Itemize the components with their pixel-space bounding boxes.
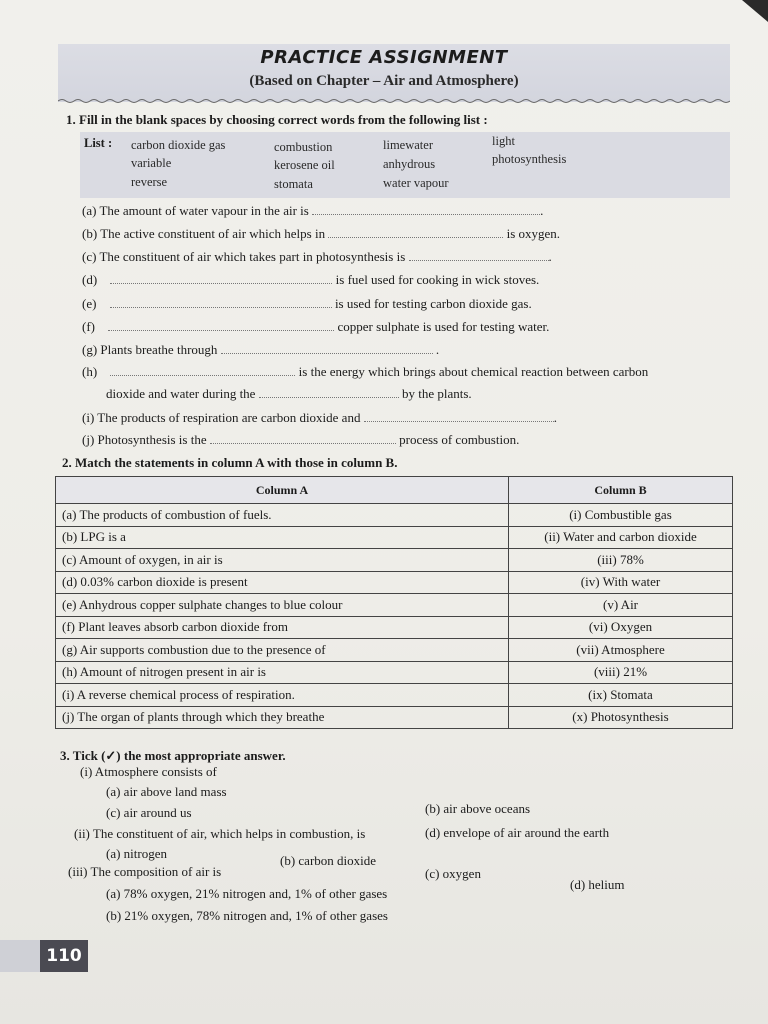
fill-item: (d) is fuel used for cooking in wick stoves.: [82, 272, 540, 287]
column-a-cell: (b) LPG is a: [56, 526, 509, 549]
blank[interactable]: [409, 250, 549, 261]
column-b-cell: (vi) Oxygen: [509, 616, 733, 639]
question-text: (i) Atmosphere consists of: [80, 764, 217, 779]
list-word: light: [492, 134, 515, 148]
table-row: [56, 526, 733, 549]
table-row: [56, 639, 733, 662]
column-a-cell: (i) A reverse chemical process of respiration.: [56, 684, 509, 707]
table-row: [56, 661, 733, 684]
answer-option[interactable]: (a) nitrogen: [106, 846, 168, 861]
column-a-cell: (f) Plant leaves absorb carbon dioxide from: [56, 616, 509, 639]
fill-item: (g) Plants breathe through .: [82, 342, 440, 357]
column-a-cell: (d) 0.03% carbon dioxide is present: [56, 571, 509, 594]
answer-option[interactable]: (c) air around us: [106, 805, 192, 820]
page-subtitle: (Based on Chapter – Air and Atmosphere): [249, 73, 519, 89]
q2-heading: 2. Match the statements in column A with those in column B.: [62, 455, 398, 470]
blank[interactable]: [364, 411, 554, 422]
answer-option[interactable]: (b) 21% oxygen, 78% nitrogen and, 1% of other gases: [106, 908, 388, 923]
table-row: [56, 571, 733, 594]
list-word: reverse: [131, 175, 168, 189]
column-b-cell: (v) Air: [509, 594, 733, 617]
column-b-cell: (viii) 21%: [509, 661, 733, 684]
answer-option[interactable]: (a) 78% oxygen, 21% nitrogen and, 1% of other gases: [106, 886, 388, 901]
table-row: [56, 684, 733, 707]
fill-item: (e) is used for testing carbon dioxide gas.: [82, 296, 532, 311]
column-b-cell: (x) Photosynthesis: [509, 706, 733, 729]
fill-item: (b) The active constituent of air which helps in is oxygen.: [82, 226, 561, 241]
list-word: combustion: [274, 140, 333, 154]
blank[interactable]: [210, 433, 396, 444]
list-word: limewater: [383, 138, 433, 152]
blank[interactable]: [110, 365, 295, 376]
list-word: photosynthesis: [492, 152, 567, 166]
column-a-cell: (e) Anhydrous copper sulphate changes to blue colour: [56, 594, 509, 617]
column-b-cell: (iii) 78%: [509, 549, 733, 572]
question-text: (ii) The constituent of air, which helps in combustion, is: [74, 826, 366, 841]
table-row: [56, 706, 733, 729]
answer-option[interactable]: (d) envelope of air around the earth: [425, 825, 610, 840]
fill-item: (c) The constituent of air which takes part in photosynthesis is .: [82, 249, 552, 264]
page-corner: [742, 0, 768, 22]
match-table: [55, 476, 733, 729]
list-word: stomata: [274, 177, 313, 191]
column-a-cell: (j) The organ of plants through which they breathe: [56, 706, 509, 729]
answer-option[interactable]: (a) air above land mass: [106, 784, 227, 799]
column-b-header: Column B: [509, 477, 733, 504]
fill-item: (j) Photosynthesis is the process of combustion.: [82, 432, 520, 447]
column-b-cell: (ii) Water and carbon dioxide: [509, 526, 733, 549]
column-b-cell: (ix) Stomata: [509, 684, 733, 707]
blank[interactable]: [110, 297, 332, 308]
table-row: [56, 504, 733, 527]
question-text: (iii) The composition of air is: [68, 864, 222, 879]
column-b-cell: (iv) With water: [509, 571, 733, 594]
q3-heading: 3. Tick (✓) the most appropriate answer.: [60, 748, 286, 763]
answer-option[interactable]: (d) helium: [570, 877, 625, 892]
table-row: [56, 616, 733, 639]
table-row: [56, 594, 733, 617]
fill-item: (a) The amount of water vapour in the air is .: [82, 203, 544, 218]
answer-option[interactable]: (b) carbon dioxide: [280, 853, 377, 868]
wavy-divider: [58, 98, 730, 104]
list-word: anhydrous: [383, 157, 436, 171]
column-a-cell: (h) Amount of nitrogen present in air is: [56, 661, 509, 684]
page-number-bar: [0, 940, 40, 972]
column-b-cell: (i) Combustible gas: [509, 504, 733, 527]
list-word: variable: [131, 156, 172, 170]
column-a-cell: (c) Amount of oxygen, in air is: [56, 549, 509, 572]
blank[interactable]: [312, 204, 540, 215]
blank[interactable]: [108, 320, 334, 331]
answer-option[interactable]: (b) air above oceans: [425, 801, 531, 816]
fill-item: (h) is the energy which brings about chemical reaction between carbon: [82, 364, 649, 379]
column-a-header: Column A: [56, 477, 509, 504]
page-title: PRACTICE ASSIGNMENT: [260, 47, 508, 68]
column-a-cell: (g) Air supports combustion due to the presence of: [56, 639, 509, 662]
table-row: [56, 549, 733, 572]
list-word: kerosene oil: [274, 158, 335, 172]
blank[interactable]: [221, 343, 433, 354]
answer-option[interactable]: (c) oxygen: [425, 866, 481, 881]
column-a-cell: (a) The products of combustion of fuels.: [56, 504, 509, 527]
page-number: 110: [40, 940, 88, 972]
blank[interactable]: [328, 227, 503, 238]
list-label: List :: [84, 136, 113, 150]
blank[interactable]: [259, 387, 399, 398]
fill-item-continuation: dioxide and water during the by the plants.: [106, 386, 472, 401]
fill-item: (f) copper sulphate is used for testing water.: [82, 319, 550, 334]
q1-heading: 1. Fill in the blank spaces by choosing correct words from the following list :: [66, 112, 488, 127]
column-b-cell: (vii) Atmosphere: [509, 639, 733, 662]
list-word: carbon dioxide gas: [131, 138, 226, 152]
blank[interactable]: [110, 273, 332, 284]
fill-item: (i) The products of respiration are carbon dioxide and .: [82, 410, 557, 425]
list-word: water vapour: [383, 176, 449, 190]
